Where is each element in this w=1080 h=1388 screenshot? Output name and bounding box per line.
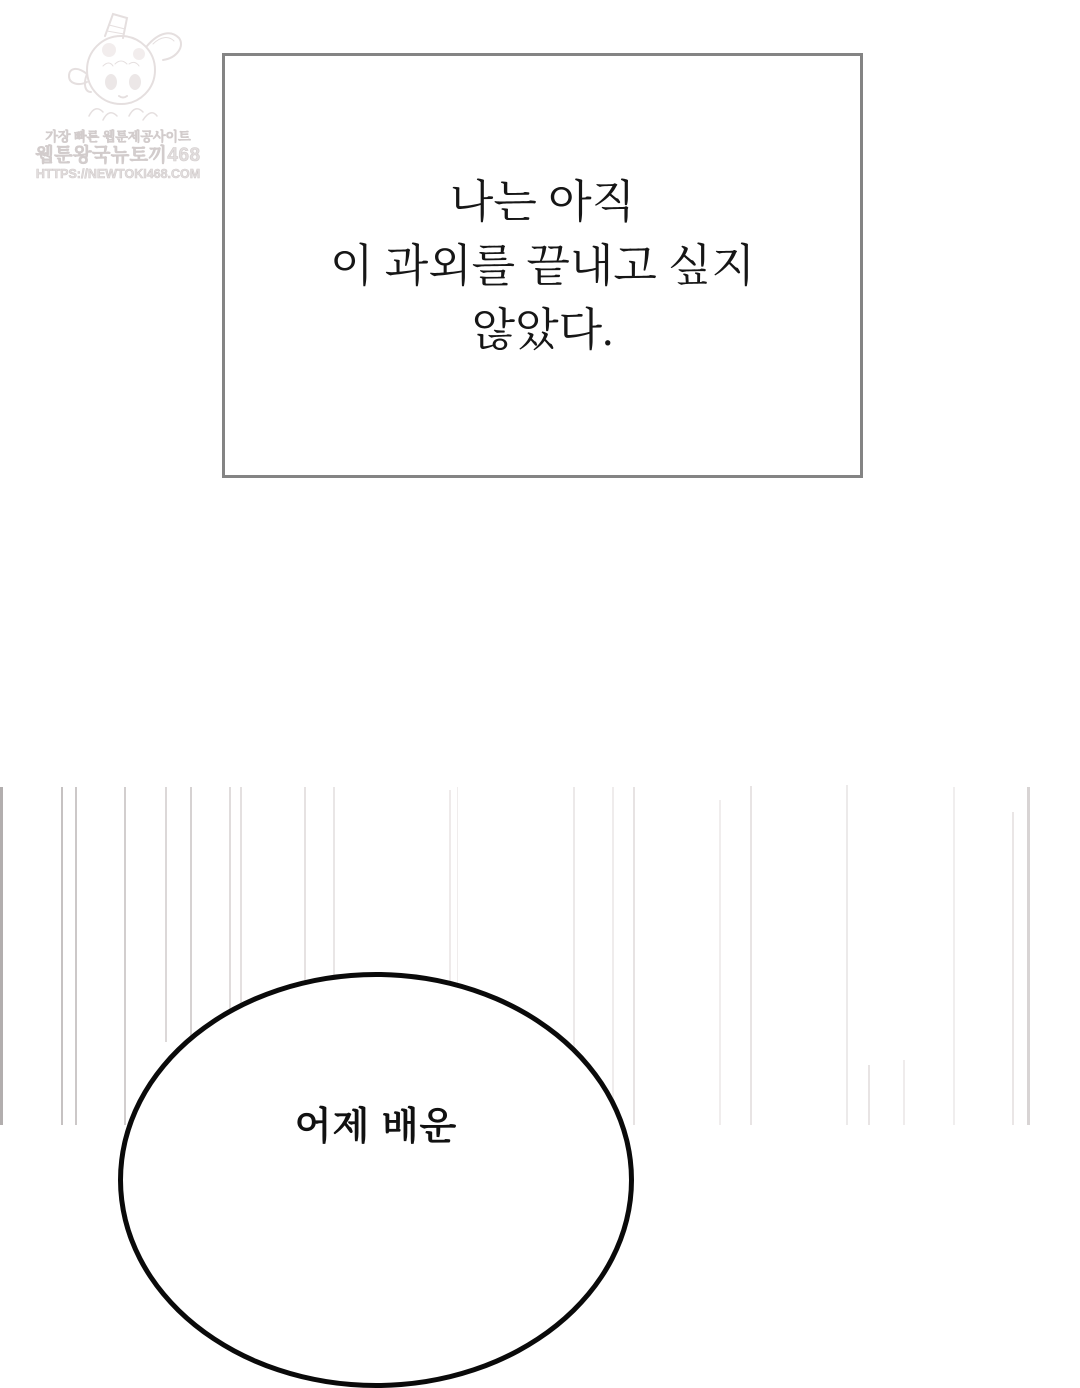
speed-line [953,787,955,1125]
speed-line [612,787,614,1117]
narration-line: 나는 아직 [449,176,636,227]
speed-line [304,787,306,1002]
speed-line [75,787,77,1125]
speed-line [846,785,848,1125]
speed-line [633,787,635,1125]
speed-line [1027,787,1030,1125]
speed-line [165,787,167,1042]
speed-line [124,787,126,1125]
watermark-url: HTTPS://NEWTOKI468.COM [35,166,201,181]
speed-line [0,787,3,1125]
narration-line: 않았다. [471,304,614,355]
speed-line [61,787,63,1125]
speed-line [719,800,721,1125]
speech-bubble [118,972,634,1388]
narration-line: 이 과외를 끝내고 싶지 [330,240,755,291]
speech-bubble-text: 어제 배운 [294,1106,458,1148]
speed-line [1012,812,1014,1125]
watermark-site-name: 웹툰왕국뉴토끼468 [35,144,201,166]
speed-line [750,786,752,1125]
speed-line [903,1060,905,1125]
watermark-tagline: 가장 빠른 웹툰제공사이트 [45,129,191,144]
speed-line [868,1065,870,1125]
